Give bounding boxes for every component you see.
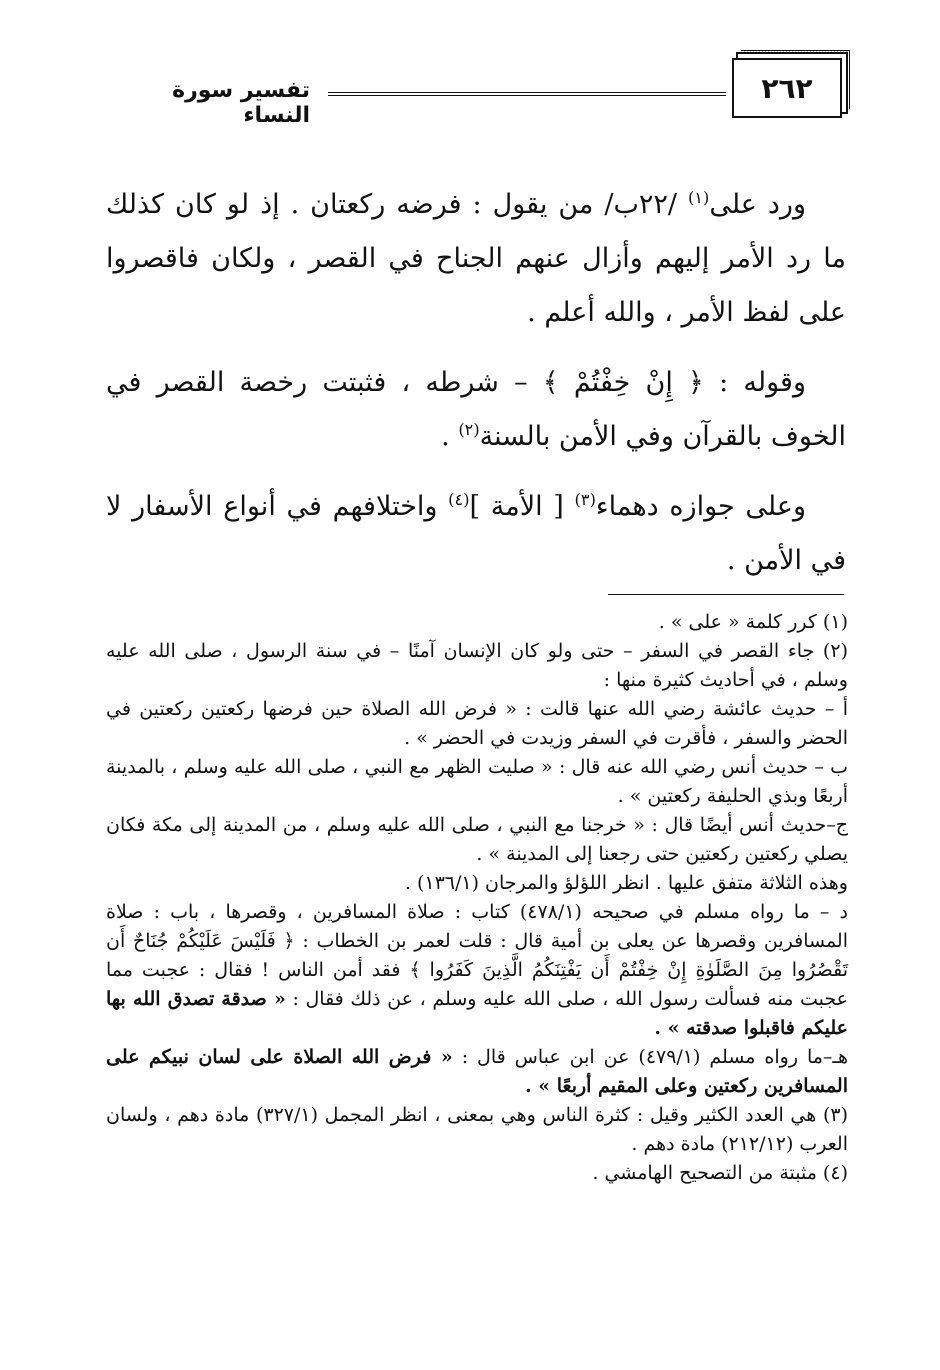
footnote-2-c-note: وهذه الثلاثة متفق عليها . انظر اللؤلؤ والمرجان (١٣٦/١) . (404, 872, 848, 894)
text: د – ما رواه مسلم في صحيحه (٤٧٨/١) كتاب : صلاة المسافرين ، وقصرها ، باب : صلاة المسافرين وقصرها عن يعلى بن أمية قال : قلت لعمر بن الخطاب : (106, 901, 849, 952)
text: . (441, 421, 459, 452)
footnote-separator (608, 594, 844, 595)
footnote-ref-1: (١) (687, 188, 710, 207)
quran-quote: ﴿ فَلَيْسَ عَلَيْكُمْ جُنَاحٌ أَن تَقْصُرُوا مِنَ الصَّلَوٰةِ إِنْ خِفْتُمْ أَن يَفْتِنَكُمُ الَّذِينَ كَفَرُوا ﴾ (106, 930, 849, 981)
footnote-2-b: ب – حديث أنس رضي الله عنه قال : « صليت الظهر مع النبي ، صلى الله عليه وسلم ، بالمدينة أربعًا وبذي الحليفة ركعتين » . (106, 756, 848, 807)
running-title: تفسير سورة النساء (172, 78, 310, 128)
footnote-2-c: ج–حديث أنس أيضًا قال : « خرجنا مع النبي ، صلى الله عليه وسلم ، من المدينة إلى مكة فكان يصلي ركعتين ركعتين حتى رجعنا إلى المدينة » . (106, 814, 848, 865)
paragraph-1 (106, 178, 846, 340)
footnote-3: (٣) هي العدد الكثير وقيل : كثرة الناس وهي بمعنى ، انظر المجمل (٣٢٧/١) مادة دهم ، ولسان العرب (٢١٢/١٢) مادة دهم . (106, 1104, 849, 1155)
text: واختلافهم في أنواع الأسفار لا في الأمن . (106, 491, 846, 576)
footnote-2-a: أ – حديث عائشة رضي الله عنها قالت : « فرض الله الصلاة حين فرضها ركعتين ركعتين في الحضر والسفر ، فأقرت في السفر وزيدت في الحضر » . (106, 698, 848, 749)
paragraph-2 (106, 356, 846, 464)
text: /٢٢ب/ من يقول : فرضه ركعتان . إذ لو كان كذلك ما رد الأمر إليهم وأزال عنهم الجناح في القصر ، ولكان فاقصروا على لفظ الأمر ، والله أعلم . (106, 189, 846, 328)
footnote-1: (١) كرر كلمة « على » . (658, 611, 848, 633)
quran-quote: ﴿ إِنْ خِفْتُمْ ﴾ (542, 367, 704, 398)
text: وقوله : (703, 367, 806, 398)
footnote-ref-2: (٢) (458, 420, 480, 439)
paragraph-3 (106, 480, 846, 588)
text: ورد على (709, 189, 806, 220)
footnote-2-h (106, 1043, 848, 1101)
page-number: ٢٦٢ (761, 71, 813, 105)
text: [ الأمة ] (469, 491, 575, 522)
text: – شرطه ، فثبتت رخصة القصر في الخوف بالقرآن وفي الأمن بالسنة (106, 367, 846, 452)
footnote-ref-3: (٣) (574, 490, 596, 509)
footnote-ref-4: (٤) (448, 490, 470, 509)
footnote-2-intro: (٢) جاء القصر في السفر – حتى ولو كان الإنسان آمنًا – في سنة الرسول ، صلى الله عليه وسلم ، في أحاديث كثيرة منها : (106, 640, 848, 691)
hadith-quote: « فرض الله الصلاة على لسان نبيكم على المسافرين ركعتين وعلى المقيم أربعًا » . (106, 1046, 848, 1097)
footnote-2-d (106, 898, 848, 1043)
main-text (106, 178, 846, 604)
hadith-quote: « صدقة تصدق الله بها عليكم فاقبلوا صدقته » . (106, 988, 848, 1039)
page-header (100, 58, 842, 128)
header-rule (328, 92, 726, 96)
page-number-box (732, 58, 842, 118)
text: هـ–ما رواه مسلم (٤٧٩/١) عن ابن عباس قال : (452, 1046, 848, 1068)
text: وعلى جوازه دهماء (595, 491, 807, 522)
text: فقد أمن الناس ! فقال : عجبت مما عجبت منه فسألت رسول الله ، صلى الله عليه وسلم ، عن ذلك فقال : (106, 959, 849, 1010)
footnote-4: (٤) مثبتة من التصحيح الهامشي . (592, 1162, 848, 1184)
footnotes (106, 608, 848, 1188)
